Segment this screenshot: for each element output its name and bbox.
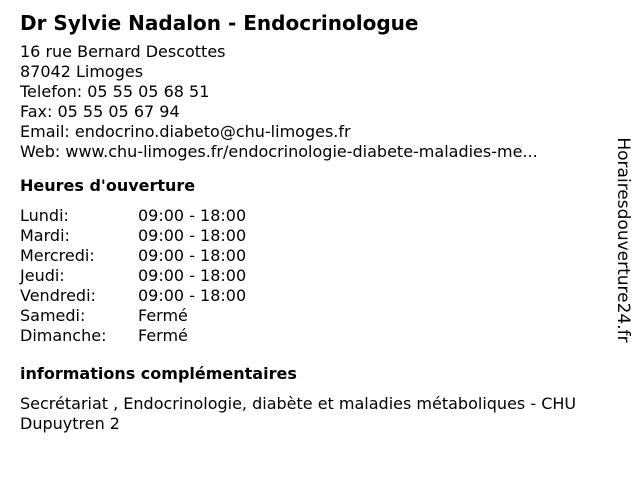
day-hours: 09:00 - 18:00 [138, 206, 247, 225]
phone-line: Telefon: 05 55 05 68 51 [20, 82, 210, 101]
day-label: Samedi: [20, 306, 86, 325]
day-label: Mercredi: [20, 246, 95, 265]
day-hours: Fermé [138, 326, 188, 345]
extra-info-heading: informations complémentaires [20, 364, 297, 383]
day-hours: 09:00 - 18:00 [138, 246, 247, 265]
hours-table [20, 206, 610, 346]
hours-row [20, 226, 610, 246]
day-hours: 09:00 - 18:00 [138, 226, 247, 245]
email-line: Email: endocrino.diabeto@chu-limoges.fr [20, 122, 351, 141]
hours-row [20, 286, 610, 306]
business-card [20, 10, 610, 434]
page-title: Dr Sylvie Nadalon - Endocrinologue [20, 11, 419, 35]
hours-heading: Heures d'ouverture [20, 176, 196, 195]
day-hours: 09:00 - 18:00 [138, 286, 247, 305]
street-address: 16 rue Bernard Descottes [20, 42, 226, 61]
day-hours: Fermé [138, 306, 188, 325]
site-watermark: Horairesdouverture24.fr [613, 137, 633, 343]
fax-line: Fax: 05 55 05 67 94 [20, 102, 180, 121]
day-label: Vendredi: [20, 286, 96, 305]
day-label: Dimanche: [20, 326, 107, 345]
day-label: Jeudi: [20, 266, 65, 285]
hours-row [20, 306, 610, 326]
hours-row [20, 206, 610, 226]
extra-info-text: Secrétariat , Endocrinologie, diabète et maladies métaboliques - CHU Dupuytren 2 [20, 394, 577, 433]
web-line: Web: www.chu-limoges.fr/endocrinologie-diabete-maladies-me... [20, 142, 538, 161]
contact-block [20, 42, 610, 162]
hours-row [20, 246, 610, 266]
hours-row [20, 326, 610, 346]
day-hours: 09:00 - 18:00 [138, 266, 247, 285]
city: 87042 Limoges [20, 62, 144, 81]
day-label: Lundi: [20, 206, 69, 225]
day-label: Mardi: [20, 226, 70, 245]
hours-row [20, 266, 610, 286]
